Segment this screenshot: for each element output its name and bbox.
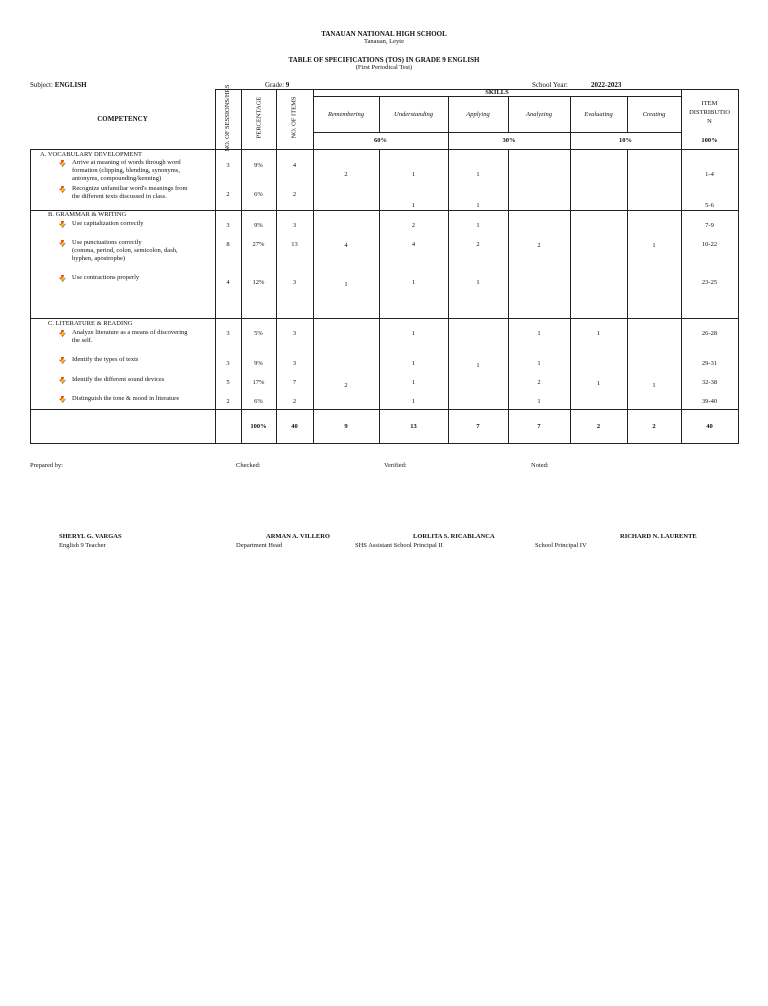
- applying-cell: 1: [476, 171, 480, 178]
- sy-value: 2022-2023: [591, 81, 622, 89]
- prepared-label: Prepared by:: [30, 462, 64, 469]
- arrow-bullet-icon: [59, 160, 66, 167]
- arrow-bullet-icon: [59, 357, 66, 364]
- understanding-cell: 1: [411, 202, 416, 209]
- competency-row: Recognize unfamiliar word's meanings from the different texts discussed in class.: [59, 185, 188, 201]
- school-name: TANAUAN NATIONAL HIGH SCHOOL: [321, 30, 447, 38]
- applying-cell: 1: [476, 222, 480, 229]
- understanding-cell: 4: [411, 241, 416, 248]
- skill-understanding: Understanding: [394, 111, 433, 118]
- remembering-cell: 1: [344, 281, 348, 288]
- skill-remembering: Remembering: [327, 111, 365, 118]
- understanding-cell: 1: [411, 171, 416, 178]
- arrow-bullet-icon: [59, 221, 66, 228]
- distribution-line: ITEM: [701, 100, 718, 107]
- analyzing-cell: 1: [537, 360, 541, 367]
- remembering-cell: 2: [344, 382, 348, 389]
- percentage-cell: 9%: [254, 222, 263, 229]
- total-creating: 2: [652, 423, 656, 430]
- understanding-cell: 2: [411, 222, 416, 229]
- sessions-cell: 3: [226, 360, 230, 367]
- items-cell: 4: [292, 162, 297, 169]
- arrow-bullet-icon: [59, 396, 66, 403]
- distribution-cell: 26-28: [701, 330, 718, 337]
- applying-cell: 1: [476, 202, 480, 209]
- sessions-cell: 3: [226, 222, 230, 229]
- subject-label: Subject:: [30, 81, 53, 89]
- sessions-cell: 3: [226, 162, 230, 169]
- grade-label: Grade:: [265, 81, 285, 89]
- percentage-cell: 6%: [254, 398, 263, 405]
- total-applying: 7: [476, 423, 480, 430]
- evaluating-cell: 1: [596, 330, 601, 337]
- understanding-cell: 1: [411, 330, 416, 337]
- group-60: 60%: [374, 137, 387, 144]
- group-10: 10%: [619, 137, 632, 144]
- group-30: 30%: [502, 137, 516, 144]
- remembering-cell: 2: [344, 171, 348, 178]
- signatory-name: SHERYL G. VARGAS: [59, 533, 122, 540]
- signatory-role: School Principal IV: [535, 542, 587, 549]
- subject-value: ENGLISH: [54, 81, 87, 89]
- understanding-cell: 1: [411, 379, 416, 386]
- applying-cell: 1: [476, 362, 480, 369]
- competency-row: Use capitalization correctly: [59, 220, 143, 228]
- total-distribution: 40: [706, 423, 713, 430]
- section-literature: C. LITERATURE & READING: [48, 320, 133, 327]
- section-vocabulary: A. VOCABULARY DEVELOPMENT: [40, 151, 143, 158]
- sessions-cell: 2: [226, 398, 230, 405]
- total-understanding: 13: [410, 423, 417, 430]
- items-header: NO. OF ITEMS: [290, 96, 298, 139]
- percentage-cell: 5%: [254, 330, 263, 337]
- sessions-cell: 5: [226, 379, 230, 386]
- distribution-cell: 1-4: [705, 171, 714, 178]
- understanding-cell: 1: [411, 398, 416, 405]
- sessions-header: NO. OF SESSIONS/HRS: [224, 84, 231, 152]
- skill-evaluating: Evaluating: [584, 111, 613, 118]
- total-analyzing: 7: [537, 423, 541, 430]
- signatory-name: LORLITA S. RICABLANCA: [413, 533, 495, 540]
- percentage-header: PERCENTAGE: [255, 96, 263, 139]
- distribution-cell: 23-25: [701, 279, 718, 286]
- items-cell: 3: [292, 222, 297, 229]
- creating-cell: 1: [652, 242, 656, 249]
- sy-label: School Year:: [532, 81, 568, 89]
- items-cell: 2: [292, 398, 297, 405]
- skill-creating: Creating: [642, 111, 666, 118]
- checked-label: Checked:: [236, 462, 261, 469]
- arrow-bullet-icon: [59, 377, 66, 384]
- competency-row: Use contractions properly: [59, 274, 139, 282]
- creating-cell: 1: [652, 382, 656, 389]
- verified-label: Verified:: [384, 462, 407, 469]
- items-cell: 7: [292, 379, 297, 386]
- percentage-cell: 12%: [252, 279, 265, 286]
- grade-line: [265, 81, 289, 89]
- items-cell: 2: [292, 191, 297, 198]
- competency-row: Distinguish the tone & mood in literature: [59, 395, 179, 403]
- arrow-bullet-icon: [59, 330, 66, 337]
- skills-header: SKILLS: [485, 89, 509, 96]
- understanding-cell: 1: [411, 360, 416, 367]
- school-place: Tanauan, Leyte: [364, 38, 404, 45]
- total-evaluating: 2: [596, 423, 601, 430]
- distribution-line: N: [707, 118, 712, 125]
- competency-row: Use punctuations correctly (comma, period, colon, semicolon, dash, hyphen, apostrophe): [59, 239, 178, 263]
- items-cell: 3: [292, 279, 297, 286]
- distribution-line: DISTRIBUTIO: [689, 109, 730, 116]
- arrow-bullet-icon: [59, 275, 66, 282]
- applying-cell: 1: [476, 279, 480, 286]
- total-items: 40: [291, 423, 298, 430]
- sessions-cell: 2: [226, 191, 230, 198]
- signatory-role: SHS Assistant School Principal II: [355, 542, 443, 549]
- understanding-cell: 1: [411, 279, 416, 286]
- signatory-name: ARMAN A. VILLERO: [266, 533, 330, 540]
- signatory-role: Department Head: [236, 542, 283, 549]
- document-title: TABLE OF SPECIFICATIONS (TOS) IN GRADE 9 ENGLISH: [288, 56, 480, 64]
- sessions-cell: 8: [226, 241, 230, 248]
- skill-analyzing: Analyzing: [526, 111, 552, 118]
- applying-cell: 2: [476, 241, 480, 248]
- percentage-cell: 6%: [254, 191, 263, 198]
- competency-row: Analyze literature as a means of discovering the self.: [59, 329, 188, 345]
- distribution-cell: 39-40: [701, 398, 718, 405]
- items-cell: 3: [292, 360, 297, 367]
- distribution-cell: 7-9: [705, 222, 714, 229]
- document-subtitle: (First Periodical Test): [355, 64, 413, 71]
- competency-row: Identify the different sound devices: [59, 376, 164, 384]
- group-total: 100%: [701, 137, 718, 144]
- analyzing-cell: 1: [537, 398, 541, 405]
- items-cell: 13: [291, 241, 298, 248]
- arrow-bullet-icon: [59, 186, 66, 193]
- competency-row: Identify the types of texts: [59, 356, 138, 364]
- percentage-cell: 9%: [254, 162, 263, 169]
- signatory-name: RICHARD N. LAURENTE: [620, 533, 697, 540]
- competency-header: COMPETENCY: [97, 115, 148, 123]
- grade-value: 9: [285, 81, 290, 89]
- percentage-cell: 17%: [252, 379, 265, 386]
- distribution-header: [681, 99, 738, 126]
- percentage-cell: 27%: [252, 241, 265, 248]
- total-remembering: 9: [344, 423, 348, 430]
- total-percentage: 100%: [250, 423, 267, 430]
- analyzing-cell: 1: [537, 330, 541, 337]
- distribution-cell: 29-31: [701, 360, 718, 367]
- arrow-bullet-icon: [59, 240, 66, 247]
- analyzing-cell: 2: [537, 242, 541, 249]
- distribution-cell: 5-6: [705, 202, 714, 209]
- percentage-cell: 9%: [254, 360, 263, 367]
- evaluating-cell: 1: [596, 380, 601, 387]
- signatory-role: English 9 Teacher: [59, 542, 106, 549]
- section-grammar: B. GRAMMAR & WRITING: [48, 211, 127, 218]
- remembering-cell: 4: [344, 242, 348, 249]
- distribution-cell: 32-38: [701, 379, 718, 386]
- skill-applying: Applying: [466, 111, 490, 118]
- subject-line: [30, 81, 87, 89]
- sessions-cell: 4: [226, 279, 230, 286]
- items-cell: 3: [292, 330, 297, 337]
- competency-row: Arrive at meaning of words through word formation (clipping, blending, synonyms, antonyms, compounding/kenning): [59, 159, 181, 183]
- analyzing-cell: 2: [537, 379, 541, 386]
- noted-label: Noted:: [531, 462, 549, 469]
- distribution-cell: 10-22: [701, 241, 718, 248]
- sessions-cell: 3: [226, 330, 230, 337]
